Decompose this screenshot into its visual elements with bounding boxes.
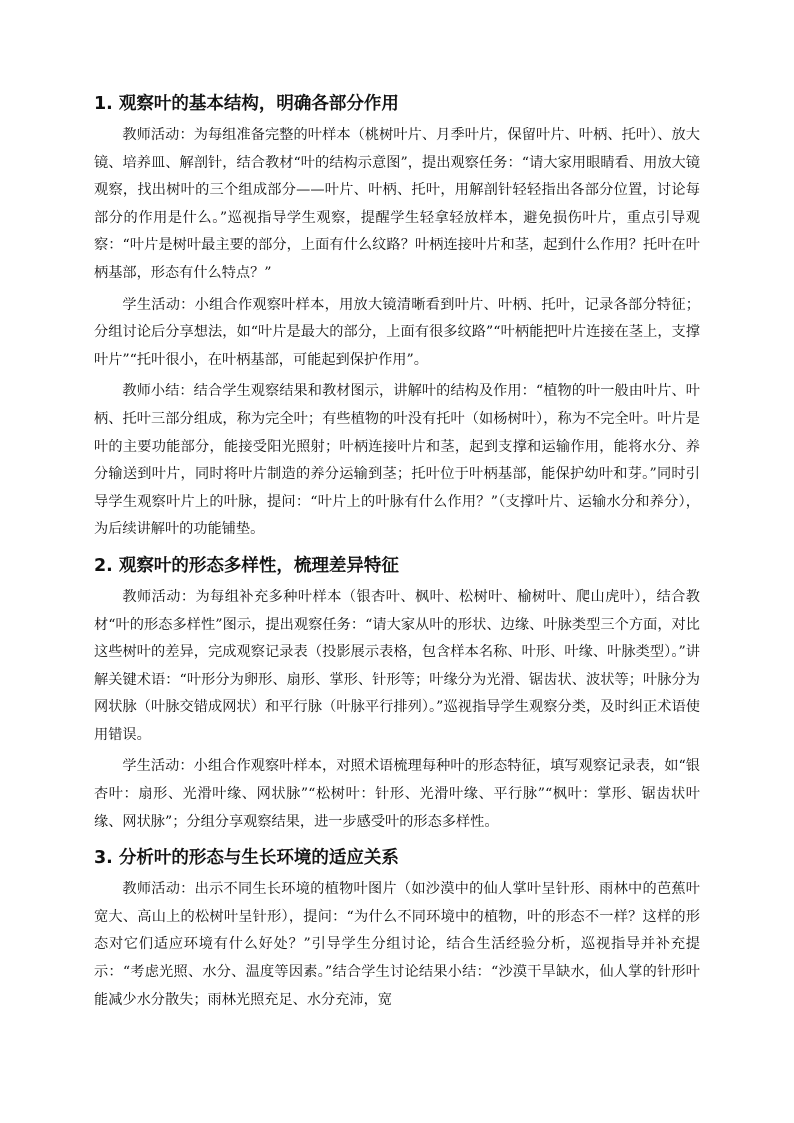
section-heading	[94, 846, 700, 870]
paragraph-student-activity: 学生活动：小组合作观察叶样本，对照术语梳理每种叶的形态特征，填写观察记录表，如“银杏叶：扇形、光滑叶缘、网状脉”“松树叶：针形、光滑叶缘、平行脉”“枫叶：掌形、锯齿状叶缘、网状脉”；分组分享观察结果，进一步感受叶的形态多样性。	[94, 758, 700, 830]
section-title: 观察叶的基本结构，明确各部分作用	[118, 94, 399, 114]
section-number: 2.	[94, 555, 113, 576]
paragraph-student-activity: 学生活动：小组合作观察叶样本，用放大镜清晰看到叶片、叶柄、托叶，记录各部分特征；分组讨论后分享想法，如“叶片是最大的部分，上面有很多纹路”“叶柄能把叶片连接在茎上，支撑叶片”“托叶很小，在叶柄基部，可能起到保护作用”。	[94, 296, 700, 368]
section-title: 观察叶的形态多样性，梳理差异特征	[118, 555, 399, 576]
paragraph-teacher-activity: 教师活动：出示不同生长环境的植物叶图片（如沙漠中的仙人掌叶呈针形、雨林中的芭蕉叶宽大、高山上的松树叶呈针形），提问：“为什么不同环境中的植物，叶的形态不一样？这样的形态对它们适应环境有什么好处？”引导学生分组讨论，结合生活经验分析，巡视指导并补充提示：“考虑光照、水分、温度等因素。”结合学生讨论结果小结：“沙漠干旱缺水，仙人掌的针形叶能减少水分散失；雨林光照充足、水分充沛，宽	[94, 881, 700, 1008]
section-2	[94, 554, 700, 836]
section-number: 1.	[94, 94, 113, 114]
paragraph-teacher-activity: 教师活动：为每组补充多种叶样本（银杏叶、枫叶、松树叶、榆树叶、爬山虎叶），结合教材“叶的形态多样性”图示，提出观察任务：“请大家从叶的形状、边缘、叶脉类型三个方面，对比这些树叶的差异，完成观察记录表（投影展示表格，包含样本名称、叶形、叶缘、叶脉类型）。”讲解关键术语：“叶形分为卵形、扇形、掌形、针形等；叶缘分为光滑、锯齿状、波状等；叶脉分为网状脉（叶脉交错成网状）和平行脉（叶脉平行排列）。”巡视指导学生观察分类，及时纠正术语使用错误。	[94, 588, 700, 743]
section-1	[94, 92, 700, 544]
section-number: 3.	[94, 848, 113, 869]
section-heading	[94, 554, 700, 578]
section-heading	[94, 92, 700, 116]
paragraph-teacher-summary: 教师小结：结合学生观察结果和教材图示，讲解叶的结构及作用：“植物的叶一般由叶片、叶柄、托叶三部分组成，称为完全叶；有些植物的叶没有托叶（如杨树叶），称为不完全叶。叶片是叶的主要功能部分，能接受阳光照射；叶柄连接叶片和茎，起到支撑和运输作用，能将水分、养分输送到叶片，同时将叶片制造的养分运输到茎；托叶位于叶柄基部，能保护幼叶和芽。”同时引导学生观察叶片上的叶脉，提问：“叶片上的叶脉有什么作用？”（支撑叶片、运输水分和养分），为后续讲解叶的功能铺垫。	[94, 383, 700, 538]
paragraph-teacher-activity: 教师活动：为每组准备完整的叶样本（桃树叶片、月季叶片，保留叶片、叶柄、托叶）、放大镜、培养皿、解剖针，结合教材“叶的结构示意图”，提出观察任务：“请大家用眼睛看、用放大镜观察，找出树叶的三个组成部分——叶片、叶柄、托叶，用解剖针轻轻指出各部分位置，讨论每部分的作用是什么。”巡视指导学生观察，提醒学生轻拿轻放样本，避免损伤叶片，重点引导观察：“叶片是树叶最主要的部分，上面有什么纹路？叶柄连接叶片和茎，起到什么作用？托叶在叶柄基部，形态有什么特点？”	[94, 127, 700, 281]
section-title: 分析叶的形态与生长环境的适应关系	[118, 848, 399, 869]
section-3	[94, 846, 700, 1014]
